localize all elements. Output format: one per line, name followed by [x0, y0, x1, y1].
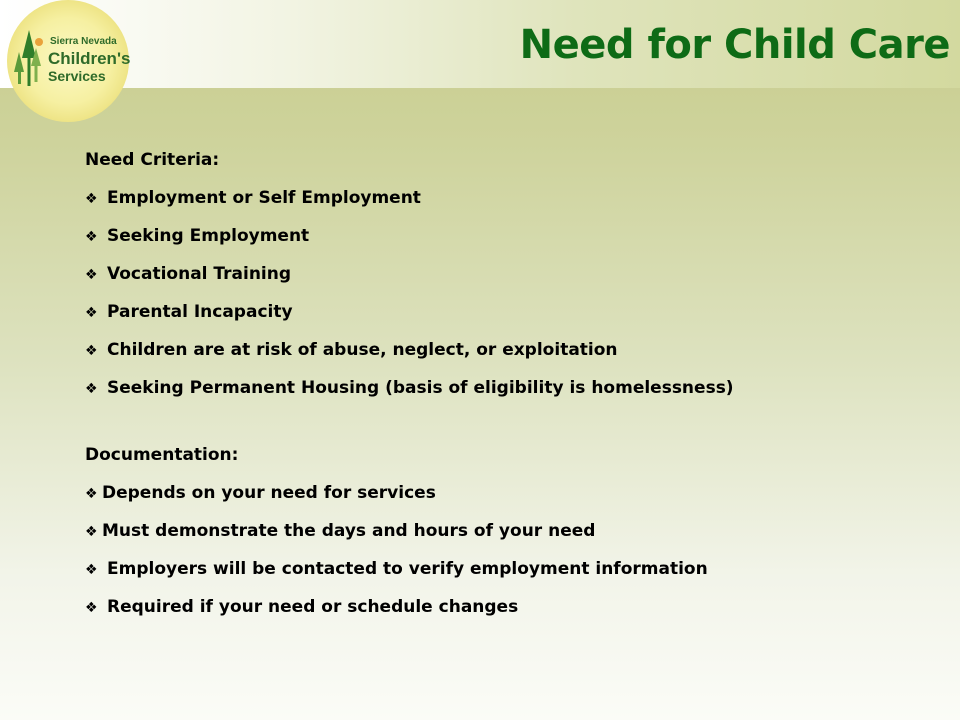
diamond-bullet-icon: ❖ — [85, 191, 98, 207]
documentation-item: ❖ Must demonstrate the days and hours of your need — [85, 521, 596, 541]
logo-line2: Children's — [48, 49, 131, 68]
diamond-bullet-icon: ❖ — [85, 600, 98, 616]
need-criteria-item: ❖ Children are at risk of abuse, neglect, or exploitation — [85, 340, 618, 360]
need-criteria-heading: Need Criteria: — [85, 150, 220, 170]
diamond-bullet-icon: ❖ — [85, 343, 98, 359]
logo-line1: Sierra Nevada — [50, 36, 117, 47]
need-criteria-item: ❖ Vocational Training — [85, 264, 292, 284]
slide-body — [85, 150, 945, 617]
diamond-bullet-icon: ❖ — [85, 267, 98, 283]
documentation-item: ❖ Required if your need or schedule changes — [85, 597, 519, 617]
documentation-item: ❖ Employers will be contacted to verify employment information — [85, 559, 708, 579]
need-criteria-item: ❖ Seeking Permanent Housing (basis of eligibility is homelessness) — [85, 378, 734, 398]
need-criteria-item: ❖ Employment or Self Employment — [85, 188, 421, 208]
documentation-heading: Documentation: — [85, 445, 239, 465]
diamond-bullet-icon: ❖ — [85, 524, 98, 540]
need-criteria-item: ❖ Seeking Employment — [85, 226, 310, 246]
slide-title: Need for Child Care — [519, 22, 950, 68]
sierra-nevada-childrens-services-logo — [2, 0, 132, 122]
diamond-bullet-icon: ❖ — [85, 486, 98, 502]
sun-dot-icon — [35, 38, 43, 46]
diamond-bullet-icon: ❖ — [85, 305, 98, 321]
logo-line3: Services — [48, 68, 106, 84]
diamond-bullet-icon: ❖ — [85, 229, 98, 245]
diamond-bullet-icon: ❖ — [85, 562, 98, 578]
documentation-item: ❖ Depends on your need for services — [85, 483, 436, 503]
diamond-bullet-icon: ❖ — [85, 381, 98, 397]
need-criteria-item: ❖ Parental Incapacity — [85, 302, 293, 322]
